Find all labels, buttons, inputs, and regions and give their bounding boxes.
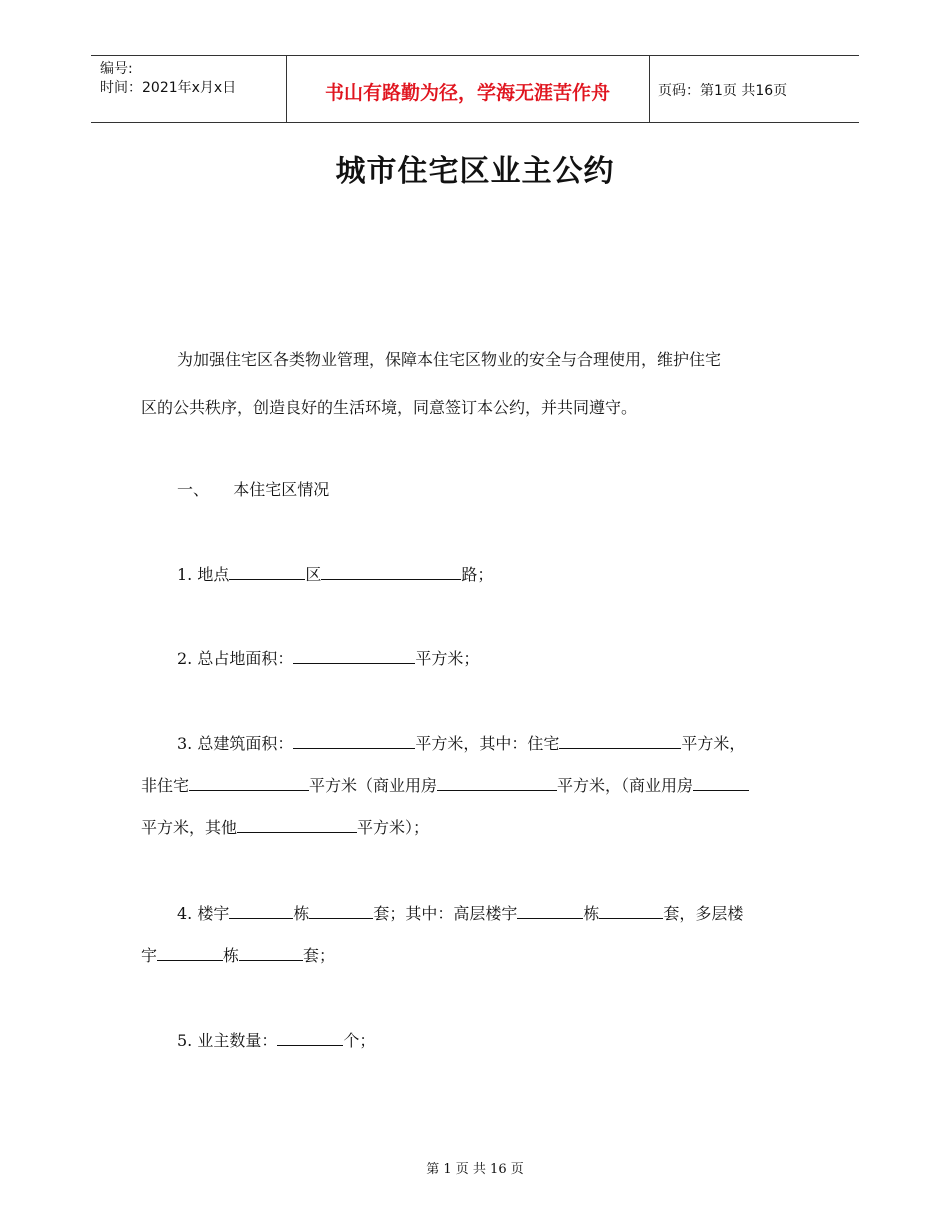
blank-total-building-area[interactable] [293,733,415,749]
page-footer: 第 1 页 共 16 页 [426,1162,524,1177]
item-3-nonresidential-label: 非住宅 [141,776,190,795]
page-number-label: 页码：第1页 共16页 [658,83,788,99]
blank-district[interactable] [229,564,305,580]
blank-building-count[interactable] [229,903,293,919]
item-4-buildings [177,903,743,924]
number-label: 编号: [100,61,133,77]
item-2-unit: 平方米； [415,649,480,668]
item-4-unit-building-3: 栋 [223,946,240,965]
item-3-line-2 [141,775,749,796]
blank-multistory-unit-count[interactable] [239,945,303,961]
item-3-end: 平方米）； [357,818,430,837]
blank-multistory-building-count[interactable] [157,945,223,961]
section-heading-1 [177,480,329,500]
blank-commercial-area-2[interactable] [693,775,749,791]
item-3-residential-label: 平方米，其中：住宅 [415,734,560,753]
blank-land-area[interactable] [293,648,415,664]
item-4-unit-building: 栋 [293,904,310,923]
item-5-end: 个； [343,1031,376,1050]
header-page-cell [649,56,859,122]
blank-highrise-building-count[interactable] [517,903,583,919]
item-number: 3. [177,734,193,753]
item-4-highrise-label: 套；其中：高层楼宇 [373,904,518,923]
item-4-end: 套； [303,946,336,965]
item-5-owner-count [177,1030,375,1051]
item-1-location [177,564,493,585]
item-3-other-label: 平方米，其他 [141,818,238,837]
item-4-line-2 [141,945,335,966]
item-5-label: 业主数量： [197,1031,278,1050]
item-number: 1. [177,565,193,584]
item-3-commercial-label-2: 平方米，（商业用房 [557,776,694,795]
page-header [91,55,859,123]
blank-residential-area[interactable] [559,733,681,749]
item-number: 2. [177,649,193,668]
item-4-label: 楼宇 [197,904,230,923]
blank-other-area[interactable] [237,817,357,833]
item-1-district-label: 区 [305,565,322,584]
item-1-label: 地点 [197,565,230,584]
blank-highrise-unit-count[interactable] [599,903,663,919]
header-meta-cell [91,56,287,122]
section-title: 本住宅区情况 [233,480,330,499]
item-4-multistory-label-2: 宇 [141,946,158,965]
item-4-unit-building-2: 栋 [583,904,600,923]
item-3-line-3 [141,817,429,838]
document-title: 城市住宅区业主公约 [335,154,615,189]
item-3-commercial-label: 平方米（商业用房 [309,776,438,795]
item-1-road-label: 路； [461,565,494,584]
blank-owner-count[interactable] [277,1030,343,1046]
item-3-label: 总建筑面积： [197,734,294,753]
motto-text: 书山有路勤为径，学海无涯苦作舟 [324,82,610,104]
item-number: 5. [177,1031,193,1050]
section-number: 一、 [177,480,210,499]
blank-nonresidential-area[interactable] [189,775,309,791]
item-3-unit: 平方米， [681,734,746,753]
item-2-label: 总占地面积： [197,649,294,668]
time-label: 时间：2021年x月x日 [100,80,237,96]
intro-line-2: 区的公共秩序，创造良好的生活环境，同意签订本公约，并共同遵守。 [141,398,638,417]
item-3-building-area [177,733,745,754]
item-4-multistory-label: 套，多层楼 [663,904,744,923]
intro-line-1: 为加强住宅区各类物业管理，保障本住宅区物业的安全与合理使用，维护住宅 [177,350,722,369]
blank-unit-count[interactable] [309,903,373,919]
header-motto-cell [286,56,650,122]
blank-commercial-area[interactable] [437,775,557,791]
item-2-land-area [177,648,479,669]
blank-road[interactable] [321,564,461,580]
item-number: 4. [177,904,193,923]
